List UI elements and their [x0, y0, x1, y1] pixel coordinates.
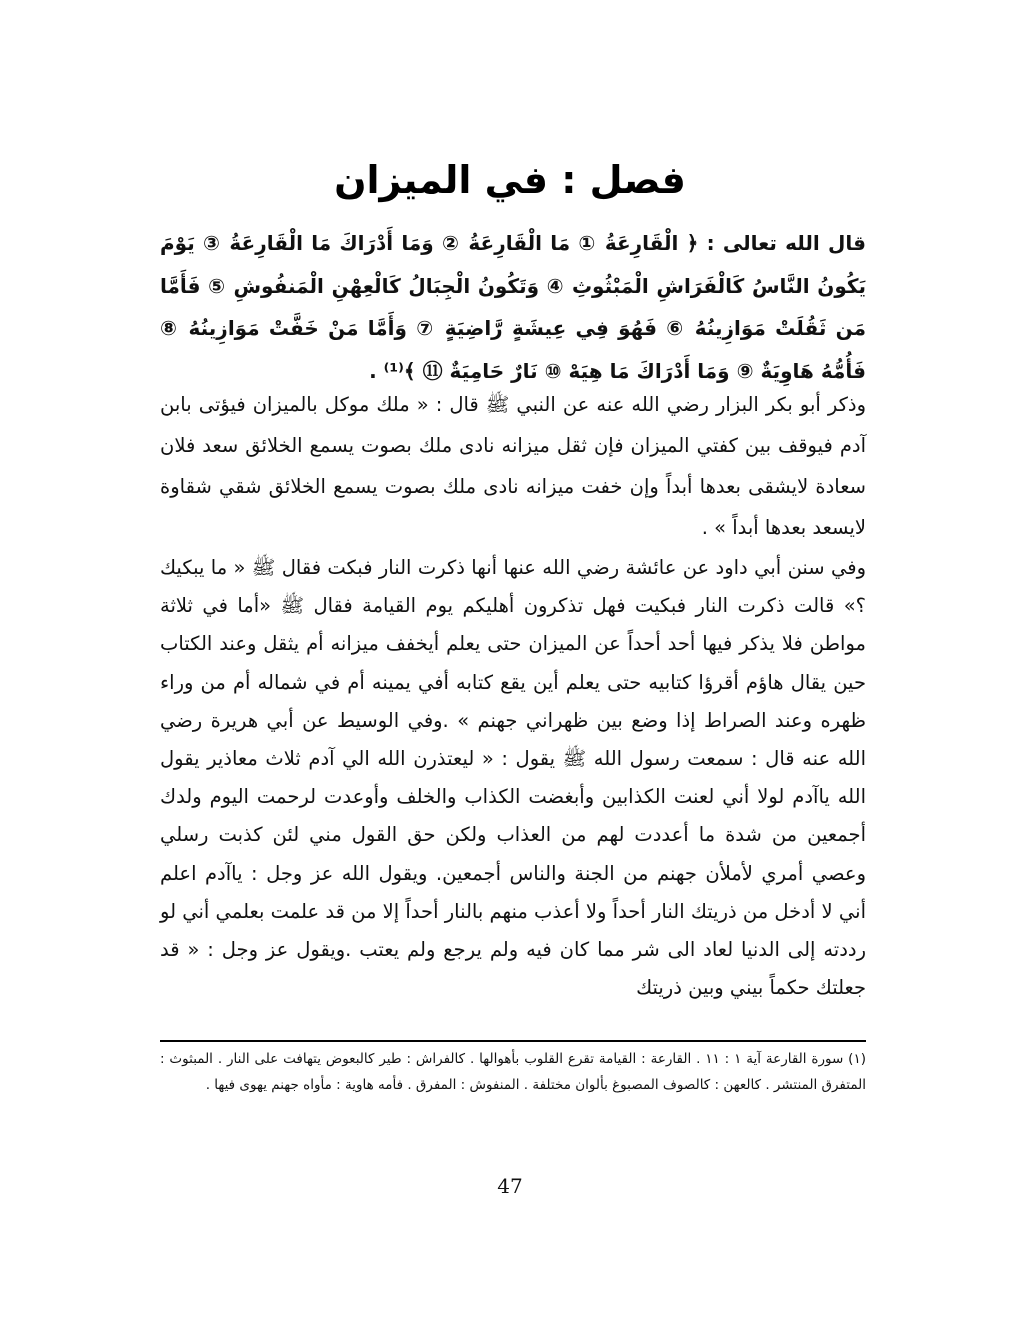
quran-passage: قال الله تعالى : ﴿ الْقَارِعَةُ ① مَا الْقَارِعَةُ ② وَمَا أَدْرَاكَ مَا الْقَارِعَةُ ③ يَوْمَ يَكُونُ النَّاسُ كَالْفَرَاشِ الْمَبْثُوثِ ④ وَتَكُونُ الْجِبَالُ كَالْعِهْنِ الْمَنفُوشِ ⑤ فَأَمَّا مَن ثَقُلَتْ مَوَازِينُهُ ⑥ فَهُوَ فِي عِيشَةٍ رَّاضِيَةٍ ⑦ وَأَمَّا مَنْ خَفَّتْ مَوَازِينُهُ ⑧ فَأُمُّهُ هَاوِيَةٌ ⑨ وَمَا أَدْرَاكَ مَا هِيَهْ ⑩ نَارٌ حَامِيَةٌ ⑪ ﴾⁽¹⁾ . — [160, 231, 866, 383]
footnote-separator — [160, 1040, 866, 1042]
paragraph-bazzar-hadith: وذكر أبو بكر البزار رضي الله عنه عن النبي ﷺ قال : « ملك موكل بالميزان فيؤتى بابن آدم فيوقف بين كفتي الميزان فإن ثقل ميزانه نادى ملك بصوت يسمع الخلائق سعد فلان سعادة لايشقى بعدها أبداً وإن خفت ميزانه نادى ملك بصوت يسمع الخلائق شقي شقاوة لايسعد بعدها أبداً » . — [160, 393, 866, 539]
page-number: 47 — [497, 1174, 523, 1198]
footnote: (١) سورة القارعة آية ١ : ١١ . القارعة : القيامة تقرع القلوب بأهوالها . كالفراش : طير كالبعوض يتهافت على النار . المبثوث : المتفرق المنتشر . كالعهن : كالصوف المصبوغ بألوان مختلفة . المنفوش : المفرق . فأمه هاوية : مأواه جهنم يهوى فيها . — [160, 1051, 866, 1093]
page-title: فصل : في الميزان — [334, 158, 686, 202]
paragraph-abu-dawud-hadith: وفي سنن أبي داود عن عائشة رضي الله عنها أنها ذكرت النار فبكت فقال ﷺ « ما يبكيك ؟» قالت ذكرت النار فبكيت فهل تذكرون أهليكم يوم القيامة فقال ﷺ «أما في ثلاثة مواطن فلا يذكر فيها أحد أحداً عن الميزان حتى يعلم أيخفف ميزانه أم يثقل وعند الكتاب حين يقال هاؤم أقرؤا كتابيه حتى يعلم أين يقع كتابه أفي يمينه أم في شماله أم من وراء ظهره وعند الصراط إذا وضع بين ظهراني جهنم » .وفي الوسيط عن أبي هريرة رضي الله عنه قال : سمعت رسول الله ﷺ يقول : « ليعتذرن الله الي آدم ثلاث معاذير يقول الله ياآدم لولا أني لعنت الكذابين وأبغضت الكذاب والخلف وأوعدت لرحمت اليوم ولدك أجمعين من شدة ما أعددت لهم من العذاب ولكن حق القول مني لئن كذبت رسلي وعصي أمري لأملأن جهنم من الجنة والناس أجمعين. ويقول الله عز وجل : ياآدم اعلم أني لا أدخل من ذريتك النار أحداً ولا أعذب منهم بالنار أحداً إلا من قد علمت بعلمي أني لو رددته إلى الدنيا لعاد الى شر مما كان فيه ولم يرجع ولم يعتب .ويقول عز وجل : « قد جعلتك حكماً بيني وبين ذريتك — [160, 556, 866, 1000]
